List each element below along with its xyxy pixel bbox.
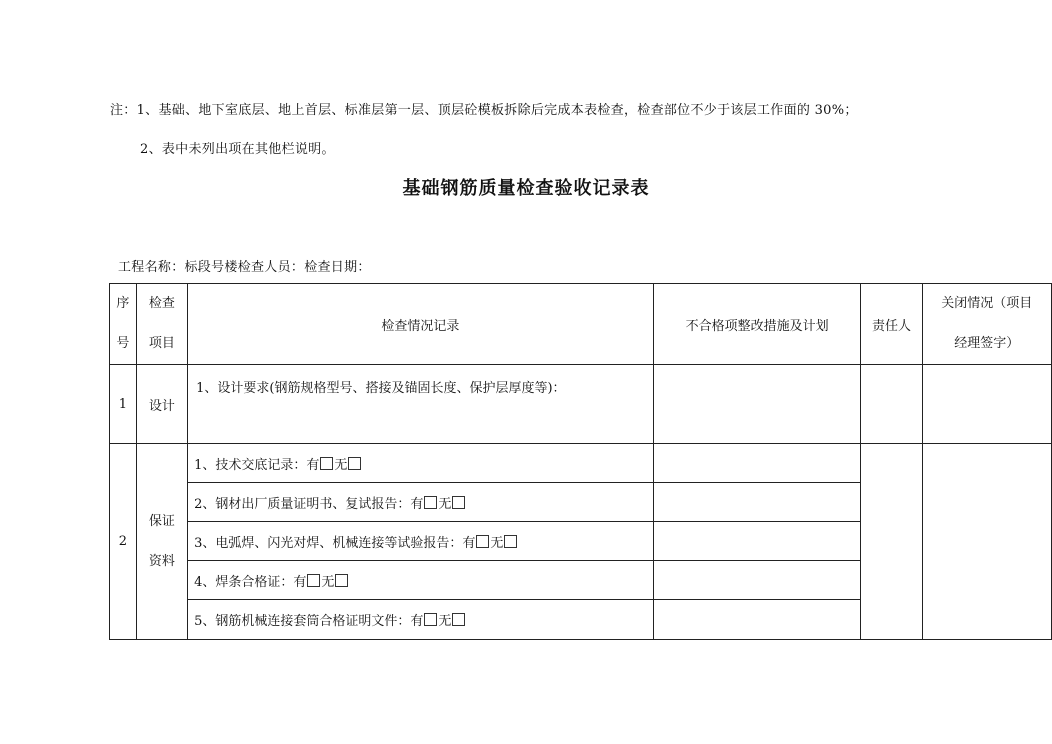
table-row-design — [110, 365, 1052, 444]
doc-item-5-no-label: 无 — [438, 614, 452, 629]
doc-item-1-no-label: 无 — [334, 457, 348, 473]
checkbox-empty-icon[interactable] — [348, 457, 361, 470]
doc-item-1-text: 1、技术交底记录：有 — [194, 457, 320, 473]
note-line-1: 注：1、基础、地下室底层、地上首层、标准层第一层、顶层砼模板拆除后完成本表检查，检查部位不少于该层工作面的 30%； — [110, 103, 858, 118]
row2-item-line2: 资料 — [148, 553, 175, 569]
inspection-record-table — [109, 283, 1052, 640]
row1-responsible-cell[interactable] — [861, 365, 922, 444]
row2-seq: 2 — [110, 444, 137, 640]
header-item — [136, 284, 187, 365]
doc-item-3-text: 3、电弧焊、闪光对焊、机械连接等试验报告：有 — [194, 535, 476, 551]
row1-measures-cell[interactable] — [653, 365, 861, 444]
doc-item-2-no-label: 无 — [438, 496, 452, 512]
doc-item-3-measures-cell[interactable] — [653, 522, 861, 561]
doc-item-4-no-label: 无 — [321, 574, 335, 590]
page-title: 基础钢筋质量检查验收记录表 — [402, 178, 650, 199]
doc-item-1-measures-cell[interactable] — [653, 444, 861, 483]
row2-closure-cell[interactable] — [922, 444, 1051, 640]
doc-item-5-measures-cell[interactable] — [653, 600, 861, 640]
checkbox-empty-icon[interactable] — [335, 574, 348, 587]
header-measures: 不合格项整改措施及计划 — [653, 284, 861, 365]
header-responsible: 责任人 — [861, 284, 922, 365]
table-header-row — [110, 284, 1052, 365]
row2-item-line1: 保证 — [148, 513, 175, 529]
header-closure-line1: 关闭情况（项目 — [941, 296, 1033, 311]
checkbox-empty-icon[interactable] — [424, 613, 437, 626]
doc-item-5-text: 5、钢筋机械连接套筒合格证明文件：有 — [194, 614, 424, 629]
row2-responsible-cell[interactable] — [861, 444, 922, 640]
checkbox-empty-icon[interactable] — [476, 535, 489, 548]
row1-closure-cell[interactable] — [922, 365, 1051, 444]
checkbox-empty-icon[interactable] — [307, 574, 320, 587]
doc-item-3-no-label: 无 — [490, 535, 504, 551]
header-closure-line2: 经理签字） — [954, 336, 1020, 351]
table-row-docs-1 — [110, 444, 1052, 483]
header-seq — [110, 284, 137, 365]
doc-item-5 — [188, 600, 654, 640]
doc-item-1 — [188, 444, 654, 483]
checkbox-empty-icon[interactable] — [320, 457, 333, 470]
checkbox-empty-icon[interactable] — [424, 496, 437, 509]
row2-item — [136, 444, 187, 640]
header-record: 检查情况记录 — [188, 284, 654, 365]
checkbox-empty-icon[interactable] — [452, 613, 465, 626]
doc-item-4-text: 4、焊条合格证：有 — [194, 574, 307, 590]
doc-item-3 — [188, 522, 654, 561]
checkbox-empty-icon[interactable] — [504, 535, 517, 548]
note-line-2: 2、表中未列出项在其他栏说明。 — [140, 142, 335, 157]
header-closure — [922, 284, 1051, 365]
header-item-line2: 项目 — [148, 336, 175, 351]
project-meta-line: 工程名称：标段号楼检查人员：检查日期： — [118, 260, 371, 275]
row1-item: 设计 — [136, 365, 187, 444]
header-seq-line1: 序 — [116, 296, 130, 311]
doc-item-4 — [188, 561, 654, 600]
header-item-line1: 检查 — [148, 296, 175, 311]
doc-item-2-text: 2、钢材出厂质量证明书、复试报告：有 — [194, 496, 424, 512]
doc-item-4-measures-cell[interactable] — [653, 561, 861, 600]
doc-item-2-measures-cell[interactable] — [653, 483, 861, 522]
doc-item-2 — [188, 483, 654, 522]
header-seq-line2: 号 — [116, 336, 130, 351]
row1-seq: 1 — [110, 365, 137, 444]
checkbox-empty-icon[interactable] — [452, 496, 465, 509]
row1-record: 1、设计要求(钢筋规格型号、搭接及锚固长度、保护层厚度等)： — [188, 365, 654, 444]
